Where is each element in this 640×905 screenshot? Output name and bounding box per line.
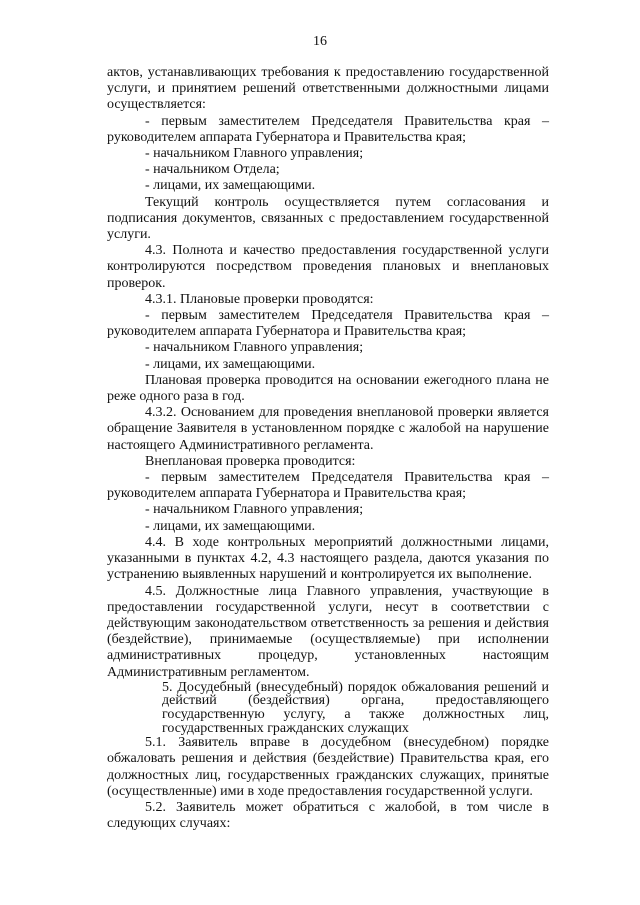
paragraph: Текущий контроль осуществляется путем согласования и подписания документов, связанных с предоставлением государственной услуги.	[107, 194, 549, 243]
paragraph: 5.1. Заявитель вправе в досудебном (внесудебном) порядке обжаловать решения и действия (бездействие) Правительства края, его должностных лиц, государственных гражданских служащих, принятые (осуществленные) ими в ходе предоставления государственной услуги.	[107, 735, 549, 799]
page-number: 16	[313, 34, 327, 49]
paragraph: 4.3.2. Основанием для проведения внеплановой проверки является обращение Заявителя в установленном порядке с жалобой на нарушение настоящего Административного регламента.	[107, 405, 549, 453]
list-item: - лицами, их замещающими.	[145, 518, 316, 534]
list-item: - первым заместителем Председателя Правительства края – руководителем аппарата Губернатора и Правительства края;	[107, 470, 549, 502]
list-item: - начальником Главного управления;	[145, 502, 364, 518]
list-item: - начальником Главного управления;	[145, 146, 364, 162]
paragraph: 4.5. Должностные лица Главного управления, участвующие в предоставлении государственной услуги, несут в соответствии с действующим законодательством ответственность за решения и действия (бездействие), принимаемые (осуществляемые) при исполнении административных процедур, установленных настоящим Административным регламентом.	[107, 583, 549, 680]
document-body	[107, 65, 549, 832]
paragraph: 4.3. Полнота и качество предоставления государственной услуги контролируются посредством проведения плановых и внеплановых проверок.	[107, 243, 549, 291]
paragraph: актов, устанавливающих требования к предоставлению государственной услуги, и принятием решений ответственными должностными лицами осуществляется:	[107, 65, 549, 113]
list-item: - начальником Отдела;	[145, 162, 280, 178]
paragraph: Внеплановая проверка проводится:	[145, 453, 356, 469]
list-item: - начальником Главного управления;	[145, 340, 364, 356]
paragraph: Плановая проверка проводится на основании ежегодного плана не реже одного раза в год.	[107, 372, 549, 405]
paragraph: 5.2. Заявитель может обратиться с жалобой, в том числе в следующих случаях:	[107, 799, 549, 832]
section-heading: 5. Досудебный (внесудебный) порядок обжалования решений и действий (бездействия) органа, предоставляющего государственную услугу, а также должностных лиц, государственных гражданских служащих	[162, 679, 549, 736]
list-item: - первым заместителем Председателя Правительства края – руководителем аппарата Губернатора и Правительства края;	[107, 113, 549, 145]
paragraph: 4.4. В ходе контрольных мероприятий должностными лицами, указанными в пунктах 4.2, 4.3 настоящего раздела, даются указания по устранению выявленных нарушений и контролируется их выполнение.	[107, 534, 549, 583]
list-item: - лицами, их замещающими.	[145, 178, 316, 194]
list-item: - первым заместителем Председателя Правительства края – руководителем аппарата Губернатора и Правительства края;	[107, 308, 549, 340]
list-item: - лицами, их замещающими.	[145, 356, 316, 372]
paragraph: 4.3.1. Плановые проверки проводятся:	[145, 291, 374, 307]
